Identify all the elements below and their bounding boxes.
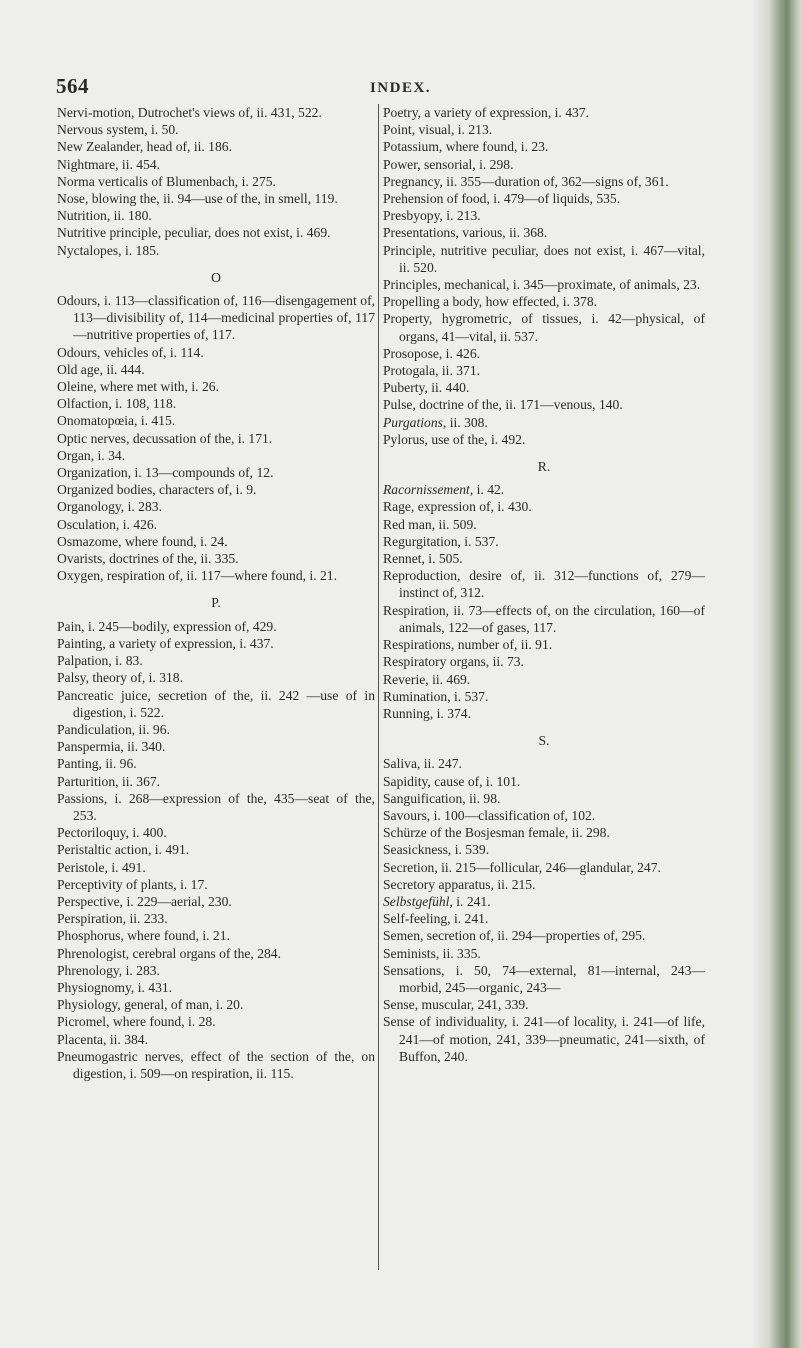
index-entry: Painting, a variety of expression, i. 437. xyxy=(57,635,274,651)
index-entry: Physiology, general, of man, i. 20. xyxy=(57,997,244,1013)
index-entry: Odours, vehicles of, i. 114. xyxy=(57,344,204,360)
index-entry: Poetry, a variety of expression, i. 437. xyxy=(383,105,589,120)
index-entry: Rage, expression of, i. 430. xyxy=(383,499,532,515)
index-entry: Osculation, i. 426. xyxy=(57,516,158,532)
index-entry: Nose, blowing the, ii. 94—use of the, in smell, 119. xyxy=(57,191,338,207)
index-entry: Pancreatic juice, secretion of the, ii. 242 —use of in digestion, i. 522. xyxy=(57,687,375,720)
index-entry: Panspermia, ii. 340. xyxy=(57,739,166,755)
running-head: INDEX. xyxy=(369,80,432,96)
index-entry: Racornissement, i. 42. xyxy=(383,482,505,498)
index-entry: Organ, i. 34. xyxy=(57,447,126,463)
index-entry: Sense, muscular, 241, 339. xyxy=(383,997,529,1013)
index-entry: Savours, i. 100—classification of, 102. xyxy=(383,807,596,823)
index-entry: Reproduction, desire of, ii. 312—functions of, 279—instinct of, 312. xyxy=(383,568,705,601)
page-edge-shadow xyxy=(751,0,801,1348)
index-entry: Passions, i. 268—expression of the, 435—seat of the, 253. xyxy=(57,790,375,823)
index-entry: Placenta, ii. 384. xyxy=(57,1031,148,1047)
section-letter: P. xyxy=(211,595,221,611)
index-entry: Self-feeling, i. 241. xyxy=(383,911,489,927)
index-entry: Regurgitation, i. 537. xyxy=(383,533,499,549)
index-entry: Phosphorus, where found, i. 21. xyxy=(57,928,230,944)
index-entry: Presentations, various, ii. 368. xyxy=(383,225,548,241)
index-entry: Organized bodies, characters of, i. 9. xyxy=(57,482,257,498)
index-entry: Pandiculation, ii. 96. xyxy=(57,721,170,737)
index-entry: Power, sensorial, i. 298. xyxy=(383,156,514,172)
index-entry: Pulse, doctrine of the, ii. 171—venous, 140. xyxy=(383,397,623,413)
index-entry: Parturition, ii. 367. xyxy=(57,773,161,789)
index-entry: Nightmare, ii. 454. xyxy=(57,156,161,172)
index-column-left xyxy=(57,104,375,1082)
index-entry: Respirations, number of, ii. 91. xyxy=(383,637,553,653)
index-entry: Palsy, theory of, i. 318. xyxy=(57,670,183,686)
index-entry: Prehension of food, i. 479—of liquids, 535. xyxy=(383,191,621,207)
index-entry: Principle, nutritive peculiar, does not exist, i. 467—vital, ii. 520. xyxy=(383,242,705,275)
index-entry: Onomatopœia, i. 415. xyxy=(57,413,176,429)
index-entry: Perceptivity of plants, i. 17. xyxy=(57,876,208,892)
index-entry: Phrenology, i. 283. xyxy=(57,962,160,978)
index-entry: Phrenologist, cerebral organs of the, 284. xyxy=(57,945,281,961)
index-entry: Ovarists, doctrines of the, ii. 335. xyxy=(57,551,239,567)
index-entry: Schürze of the Bosjesman female, ii. 298. xyxy=(383,825,610,841)
index-entry: Seasickness, i. 539. xyxy=(383,842,490,858)
index-entry: Nutrition, ii. 180. xyxy=(57,208,152,224)
index-entry: Propelling a body, how effected, i. 378. xyxy=(383,294,598,310)
index-entry: Oleine, where met with, i. 26. xyxy=(57,379,219,395)
index-entry: Purgations, ii. 308. xyxy=(383,414,488,430)
index-entry: Presbyopy, i. 213. xyxy=(383,208,481,224)
index-entry: Point, visual, i. 213. xyxy=(383,122,493,138)
index-entry: Picromel, where found, i. 28. xyxy=(57,1014,216,1030)
index-entry: Oxygen, respiration of, ii. 117—where found, i. 21. xyxy=(57,568,337,584)
index-entry: Sense of individuality, i. 241—of locality, i. 241—of life, 241—of motion, 241, 339—pneumatic, 241—sixth, of Buffon, 240. xyxy=(383,1014,705,1064)
index-entry: Selbstgefühl, i. 241. xyxy=(383,893,491,909)
index-entry: Principles, mechanical, i. 345—proximate, of animals, 23. xyxy=(383,277,701,293)
index-entry: Pregnancy, ii. 355—duration of, 362—signs of, 361. xyxy=(383,173,669,189)
index-entry: Physiognomy, i. 431. xyxy=(57,979,173,995)
index-entry: Secretion, ii. 215—follicular, 246—glandular, 247. xyxy=(383,859,661,875)
index-entry: Secretory apparatus, ii. 215. xyxy=(383,876,536,892)
index-entry: Nervous system, i. 50. xyxy=(57,122,179,138)
index-entry: Prosopose, i. 426. xyxy=(383,345,481,361)
index-entry: Red man, ii. 509. xyxy=(383,516,477,532)
index-entry: Olfaction, i. 108, 118. xyxy=(57,396,177,412)
index-entry: Saliva, ii. 247. xyxy=(383,756,462,772)
index-entry: New Zealander, head of, ii. 186. xyxy=(57,139,232,155)
index-entry: Sensations, i. 50, 74—external, 81—internal, 243—morbid, 245—organic, 243— xyxy=(383,962,705,995)
section-letter: S. xyxy=(538,733,550,749)
index-entry: Optic nerves, decussation of the, i. 171. xyxy=(57,430,273,446)
index-entry: Organology, i. 283. xyxy=(57,499,162,515)
page-number: 564 xyxy=(56,74,89,98)
index-entry: Peristaltic action, i. 491. xyxy=(57,842,190,858)
section-letter: R. xyxy=(537,459,551,475)
index-entry: Puberty, ii. 440. xyxy=(383,380,470,396)
index-entry: Respiratory organs, ii. 73. xyxy=(383,654,524,670)
index-entry: Nyctalopes, i. 185. xyxy=(57,242,160,258)
index-entry: Sanguification, ii. 98. xyxy=(383,790,501,806)
index-entry: Sapidity, cause of, i. 101. xyxy=(383,773,521,789)
index-entry: Protogala, ii. 371. xyxy=(383,363,481,379)
index-entry: Odours, i. 113—classification of, 116—disengagement of, 113—divisibility of, 114—medicinal properties of, 117—nutritive properties of, 117. xyxy=(57,293,375,343)
index-entry: Reverie, ii. 469. xyxy=(383,671,471,687)
index-entry: Palpation, i. 83. xyxy=(57,653,143,669)
index-entry: Pylorus, use of the, i. 492. xyxy=(383,431,526,447)
index-entry: Pain, i. 245—bodily, expression of, 429. xyxy=(57,618,277,634)
index-entry: Potassium, where found, i. 23. xyxy=(383,139,549,155)
index-entry: Respiration, ii. 73—effects of, on the circulation, 160—of animals, 122—of gases, 117. xyxy=(383,602,705,635)
index-entry: Organization, i. 13—compounds of, 12. xyxy=(57,465,274,481)
index-entry: Rennet, i. 505. xyxy=(383,551,463,567)
index-entry: Running, i. 374. xyxy=(383,705,471,721)
section-letter: O xyxy=(211,269,221,285)
index-entry: Osmazome, where found, i. 24. xyxy=(57,533,228,549)
index-entry: Peristole, i. 491. xyxy=(57,859,146,875)
index-entry: Seminists, ii. 335. xyxy=(383,945,481,961)
index-entry: Norma verticalis of Blumenbach, i. 275. xyxy=(57,173,276,189)
index-entry: Pectoriloquy, i. 400. xyxy=(57,825,167,841)
index-entry: Pneumogastric nerves, effect of the section of the, on digestion, i. 509—on respiration, ii. 115. xyxy=(57,1048,375,1081)
index-entry: Nervi-motion, Dutrochet's views of, ii. 431, 522. xyxy=(57,105,322,120)
index-entry: Old age, ii. 444. xyxy=(57,361,145,377)
index-entry: Perspective, i. 229—aerial, 230. xyxy=(57,893,232,909)
index-entry: Rumination, i. 537. xyxy=(383,688,489,704)
column-divider xyxy=(378,104,379,1270)
index-entry: Panting, ii. 96. xyxy=(57,756,137,772)
index-entry: Perspiration, ii. 233. xyxy=(57,911,168,927)
index-entry: Nutritive principle, peculiar, does not exist, i. 469. xyxy=(57,225,331,241)
index-entry: Property, hygrometric, of tissues, i. 42—physical, of organs, 41—vital, ii. 537. xyxy=(383,311,705,344)
index-entry: Semen, secretion of, ii. 294—properties of, 295. xyxy=(383,928,646,944)
index-column-right xyxy=(383,104,705,1065)
